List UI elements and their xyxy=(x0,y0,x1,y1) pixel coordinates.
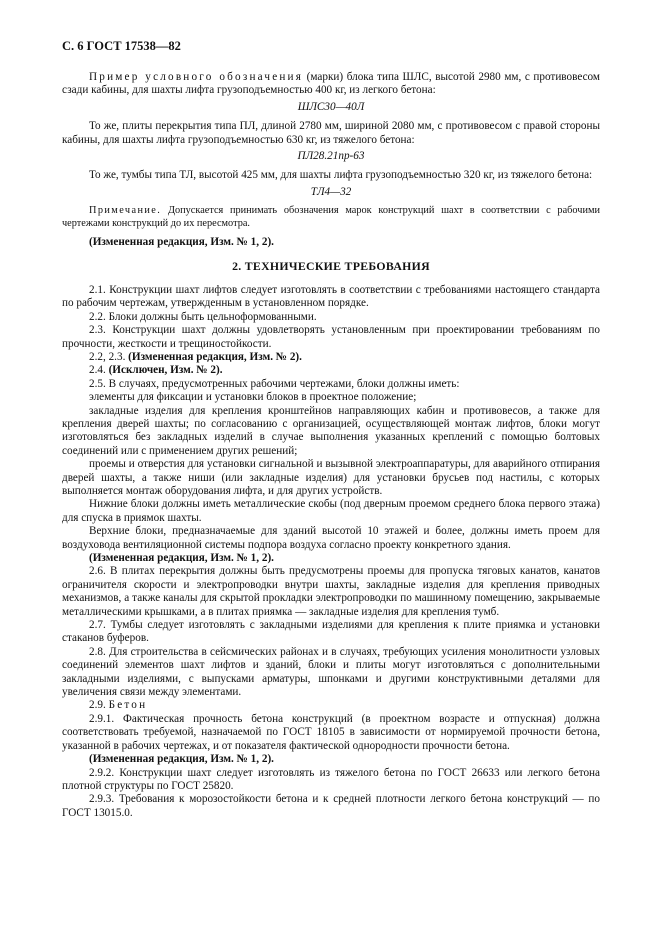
example-text-1: (марки) блока типа ШЛС, высотой 2980 мм, с противовесом сзади кабины, для шахты лифта грузоподъемностью 400 кг, из легкого бетона: xyxy=(62,71,600,97)
clause-2-6: 2.6. В плитах перекрытия должны быть предусмотрены проемы для пропуска тяговых канатов, канатов ограничителя скорости и электропроводки внутри шахты, закладные изделия для крепления приводных механизмов, а также каналы для скрытой прокладки электропроводки по машинному помещению, закрываемые металлическими крышками, а в плитах приямка — закладные изделия для крепления тумб. xyxy=(62,565,600,618)
clause-2-9-1: 2.9.1. Фактическая прочность бетона конструкций (в проектном возрасте и отпускная) должна соответствовать требуемой, назначаемой по ГОСТ 18105 в зависимости от нормируемой прочности бетона, указанной в рабочих чертежах, и от показателя фактической однородности прочности бетона. xyxy=(62,712,600,752)
revision-note-1: (Измененная редакция, Изм. № 1, 2). xyxy=(89,552,274,564)
clause-2-9-3: 2.9.3. Требования к морозостойкости бетона и к средней плотности легкого бетона конструкций — по ГОСТ 13015.0. xyxy=(62,793,600,819)
page-content xyxy=(62,71,600,820)
clause-2-5-item-a: элементы для фиксации и установки блоков в проектное положение; xyxy=(89,391,417,404)
revision-text: (Измененная редакция, Изм. № 2). xyxy=(128,350,302,363)
clause-2-9-title: Бетон xyxy=(108,699,148,712)
revision-note-0: (Измененная редакция, Изм. № 1, 2). xyxy=(89,236,274,249)
clause-number: 2.9. xyxy=(89,699,109,712)
clause-2-3: 2.3. Конструкции шахт должны удовлетворять установленным при проектировании требованиям по прочности, жесткости и трещиностойкости. xyxy=(62,324,600,350)
clause-2-5-item-d: Нижние блоки должны иметь металлические скобы (под дверным проемом среднего блока первого этажа) для спуска в приямок шахты. xyxy=(62,498,600,524)
excluded-text: (Исключен, Изм. № 2). xyxy=(108,364,223,377)
clause-2-2: 2.2. Блоки должны быть цельноформованными. xyxy=(89,310,317,323)
example-paragraph-2: То же, плиты перекрытия типа ПЛ, длиной 2780 мм, шириной 2080 мм, с противовесом с правой стороны кабины, для шахты лифта грузоподъемностью 630 кг, из тяжелого бетона: xyxy=(62,120,600,146)
example-paragraph-3: То же, тумбы типа ТЛ, высотой 425 мм, для шахты лифта грузоподъемностью 320 кг, из тяжелого бетона: xyxy=(89,169,593,182)
clause-2-9-2: 2.9.2. Конструкции шахт следует изготовлять из тяжелого бетона по ГОСТ 26633 или легкого бетона плотной структуры по ГОСТ 25820. xyxy=(62,766,600,792)
page-header: С. 6 ГОСТ 17538—82 xyxy=(62,39,181,53)
clause-2-4 xyxy=(62,364,600,377)
clause-2-9 xyxy=(62,699,600,712)
example-paragraph-1 xyxy=(62,71,600,98)
revision-note-2: (Измененная редакция, Изм. № 1, 2). xyxy=(89,753,274,766)
clause-2-5-item-b: закладные изделия для крепления кронштейнов направляющих кабин и противовесов, а также для крепления дверей шахты; по согласованию с организацией, осуществляющей монтаж лифтов, блоки могут изготовляться без закладных изделий в случае выполнения указанных креплений с помощью болтовых соединений или с применением других решений; xyxy=(62,404,600,457)
section-title: 2. ТЕХНИЧЕСКИЕ ТРЕБОВАНИЯ xyxy=(232,259,430,274)
clause-2-5-item-c: проемы и отверстия для установки сигнальной и вызывной электроаппаратуры, для аварийного отпирания дверей шахты, а также ниши (или закладные изделия) для установки брусьев под настилы, с которых выполняется монтаж оборудования лифта, и для других устройств. xyxy=(62,458,600,497)
clause-2-5-item-e: Верхние блоки, предназначаемые для зданий высотой 10 этажей и более, должны иметь проем для воздуховода вентиляционной системы подпора воздуха согласно проекту конкретного здания. xyxy=(62,525,600,551)
clause-2-2-2-3-revision xyxy=(62,351,600,364)
clause-2-7: 2.7. Тумбы следует изготовлять с закладными изделиями для крепления к плите приямка и установки стаканов буферов. xyxy=(62,619,600,645)
note-text: Допускается принимать обозначения марок конструкций шахт в соответствии с рабочими чертежами конструкций до их пересмотра. xyxy=(62,205,600,229)
note-paragraph xyxy=(62,205,600,230)
clause-2-5: 2.5. В случаях, предусмотренных рабочими чертежами, блоки должны иметь: xyxy=(89,377,460,390)
example-lead: Пример условного обозначения xyxy=(89,71,304,83)
note-lead: Примечание. xyxy=(89,205,162,217)
clause-2-8: 2.8. Для строительства в сейсмических районах и в случаях, требующих усиления монолитности узловых соединений элементов шахт лифтов и зданий, блоки и плиты могут изготовляться с дополнительными закладными изделиями, с выпусками арматуры, шпонками и другими конструктивными деталями для увеличения связи между элементами. xyxy=(62,645,600,699)
code-example-2: ПЛ28.21пр-63 xyxy=(297,150,365,163)
code-example-1: ШЛС30—40Л xyxy=(297,100,365,113)
clause-number: 2.4. xyxy=(89,364,109,377)
clause-number: 2.2, 2.3. xyxy=(89,350,129,363)
clause-2-1: 2.1. Конструкции шахт лифтов следует изготовлять в соответствии с требованиями настоящего стандарта по рабочим чертежам, утвержденным в установленном порядке. xyxy=(62,283,600,310)
code-example-3: ТЛ4—32 xyxy=(310,185,352,198)
